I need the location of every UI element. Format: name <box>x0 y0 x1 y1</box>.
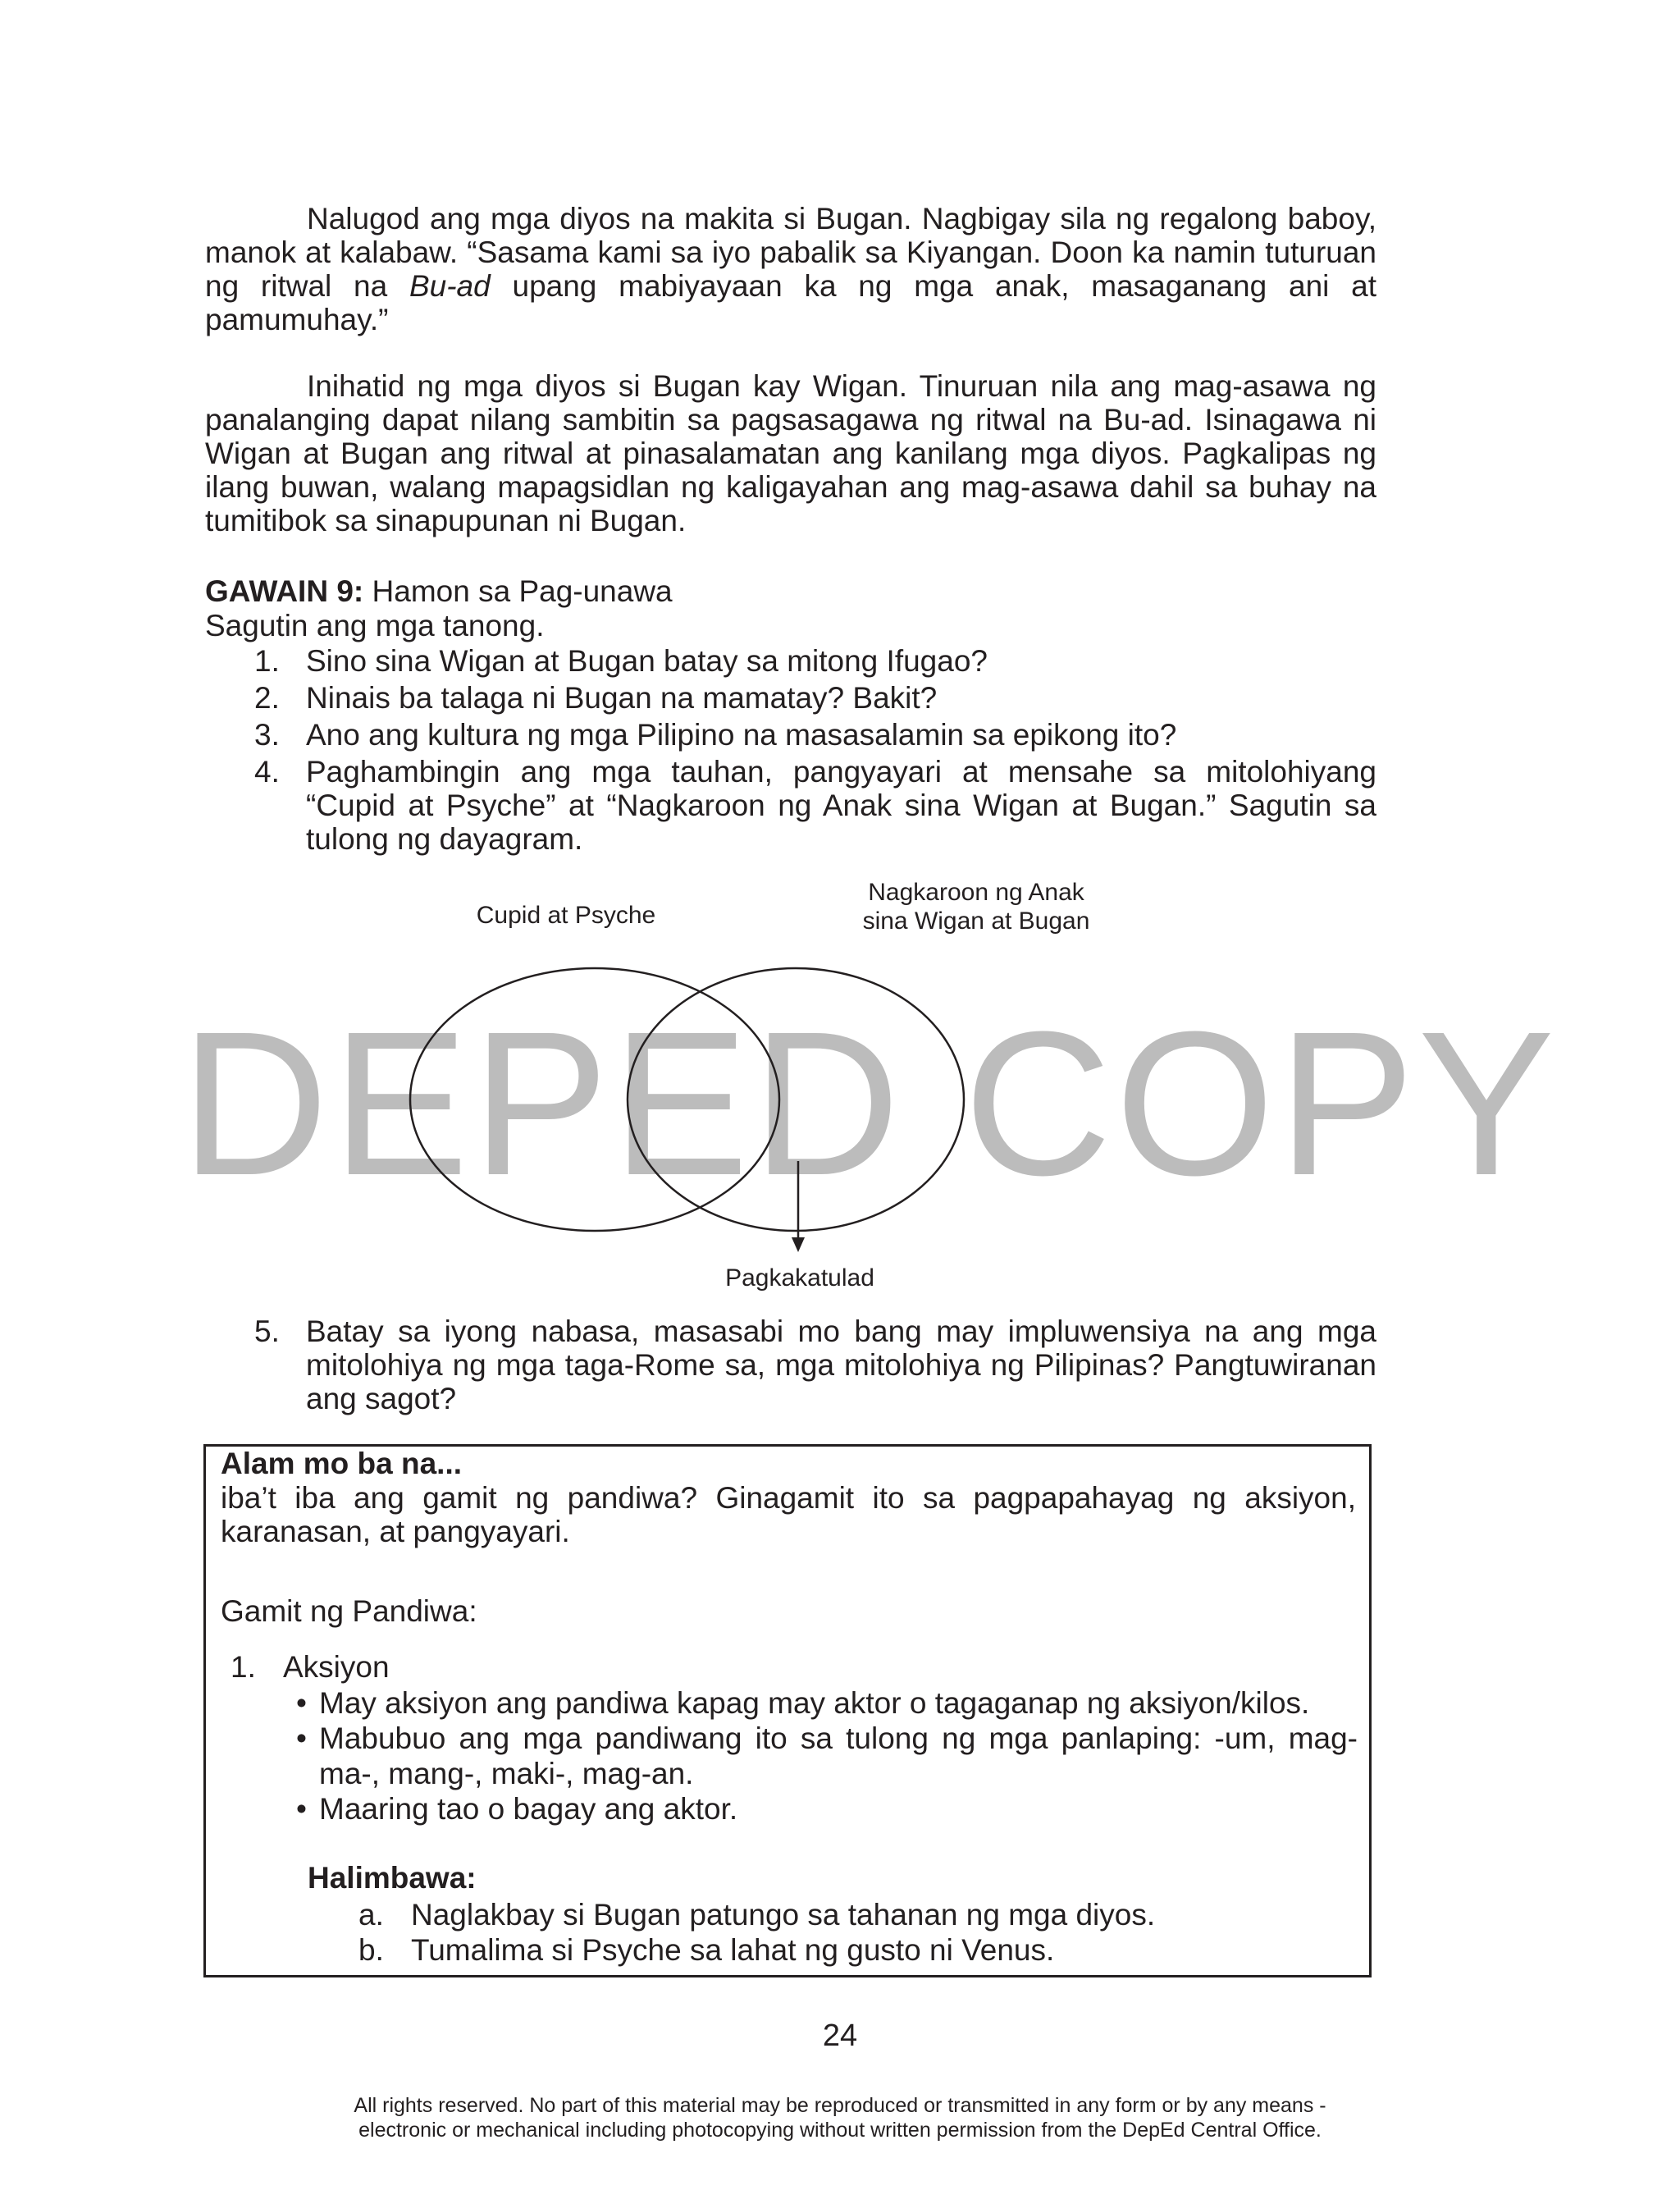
bullet-item: • Mabubuo ang mga pandiwang ito sa tulong ng mga panlaping: -um, mag-ma-, mang-, maki-, mag-an. <box>296 1721 1358 1791</box>
info-box <box>203 1444 1372 1977</box>
item-number: 1. <box>231 1650 256 1684</box>
example-letter: a. <box>358 1898 384 1932</box>
footer-line-1: All rights reserved. No part of this material may be reproduced or transmitted in any form or by any means - <box>354 2094 1326 2117</box>
question-item <box>205 644 1376 678</box>
story-paragraph-2 <box>205 369 1376 537</box>
footer-line-2: electronic or mechanical including photocopying without written permission from the DepEd Central Office. <box>358 2119 1322 2142</box>
question-number: 5. <box>254 1314 280 1348</box>
item-label: Aksiyon <box>283 1650 390 1684</box>
venn-left-label: Cupid at Psyche <box>476 902 656 929</box>
question-item <box>205 681 1376 715</box>
venn-left-circle <box>410 968 779 1231</box>
info-box-intro: iba’t iba ang gamit ng pandiwa? Ginagamit ito sa pagpapahayag ng aksiyon, karanasan, at pangyayari. <box>221 1481 1356 1548</box>
venn-diagram <box>345 870 1247 1296</box>
example-text: Tumalima si Psyche sa lahat ng gusto ni Venus. <box>411 1933 1055 1967</box>
question-number: 4. <box>254 755 280 789</box>
activity-label: GAWAIN 9: <box>205 574 364 608</box>
question-text: Batay sa iyong nabasa, masasabi mo bang may impluwensiya na ang mga mitolohiya ng mga taga-Rome sa, mga mitolohiya ng Pilipinas? Pangtuwiranan ang sagot? <box>306 1314 1376 1415</box>
example-list <box>358 1897 1155 1968</box>
info-box-item <box>231 1650 390 1684</box>
question-text: Paghambingin ang mga tauhan, pangyayari at mensahe sa mitolohiyang “Cupid at Psyche” at “Nagkaroon ng Anak sina Wigan at Bugan.” Sagutin sa tulong ng dayagram. <box>306 755 1376 856</box>
question-text: Ninais ba talaga ni Bugan na mamatay? Bakit? <box>306 681 938 715</box>
italic-term: Bu-ad <box>409 269 491 303</box>
paragraph-text: upang mabiyayaan ka ng mga anak, masaganang ani at pamumuhay.” <box>205 269 1376 336</box>
activity-title: Hamon sa Pag-unawa <box>363 574 673 608</box>
example-item <box>358 1897 1155 1932</box>
paragraph-text: Inihatid ng mga diyos si Bugan kay Wigan. Tinuruan nila ang mag-asawa ng panalanging dapat nilang sambitin sa pagsasagawa ng ritwal na Bu-ad. Isinagawa ni Wigan at Bugan ang ritwal at pinasalamatan ang kanilang mga diyos. Pagkalipas ng ilang buwan, walang mapagsidlan ng kaligayahan ang mag-asawa dahil sa buhay na tumitibok sa sinapupunan ni Bugan. <box>205 369 1376 537</box>
venn-right-label-line1: Nagkaroon ng Anak <box>868 879 1084 906</box>
example-letter: b. <box>358 1933 384 1967</box>
info-box-subtitle: Gamit ng Pandiwa: <box>221 1594 477 1628</box>
copyright-footer <box>0 2093 1680 2142</box>
paragraph-text: Nalugod ang mga diyos na makita si Bugan. Nagbigay sila ng regalong baboy, manok at kalabaw. “Sasama kami sa iyo pabalik sa Kiyangan. Doon ka namin tuturuan ng ritwal na <box>205 202 1376 303</box>
question-list <box>205 644 1376 859</box>
question-number: 2. <box>254 681 280 715</box>
venn-graphic <box>345 870 1247 1296</box>
example-item <box>358 1932 1155 1968</box>
question-number: 3. <box>254 718 280 752</box>
venn-right-label-line2: sina Wigan at Bugan <box>862 908 1090 935</box>
activity-heading <box>205 574 673 608</box>
example-text: Naglakbay si Bugan patungo sa tahanan ng mga diyos. <box>411 1898 1156 1932</box>
question-list-continued <box>205 1314 1376 1419</box>
question-item <box>205 1314 1376 1415</box>
venn-bottom-label: Pagkakatulad <box>725 1264 874 1292</box>
bullet-list <box>296 1685 1358 1827</box>
story-paragraph-1 <box>205 202 1376 336</box>
venn-right-circle <box>628 968 964 1231</box>
bullet-item: • May aksiyon ang pandiwa kapag may aktor o tagaganap ng aksiyon/kilos. <box>296 1685 1358 1721</box>
venn-arrow-head <box>792 1237 805 1252</box>
page-number: 24 <box>822 2019 858 2053</box>
question-item <box>205 755 1376 856</box>
bullet-item: • Maaring tao o bagay ang aktor. <box>296 1791 1358 1827</box>
question-text: Sino sina Wigan at Bugan batay sa mitong Ifugao? <box>306 644 988 678</box>
watermark: DEPED COPY <box>180 989 1559 1218</box>
info-box-title: Alam mo ba na... <box>221 1447 463 1480</box>
question-text: Ano ang kultura ng mga Pilipino na masasalamin sa epikong ito? <box>306 718 1177 752</box>
question-item <box>205 718 1376 752</box>
activity-instruction: Sagutin ang mga tanong. <box>205 609 545 642</box>
example-heading: Halimbawa: <box>308 1861 477 1895</box>
question-number: 1. <box>254 644 280 678</box>
